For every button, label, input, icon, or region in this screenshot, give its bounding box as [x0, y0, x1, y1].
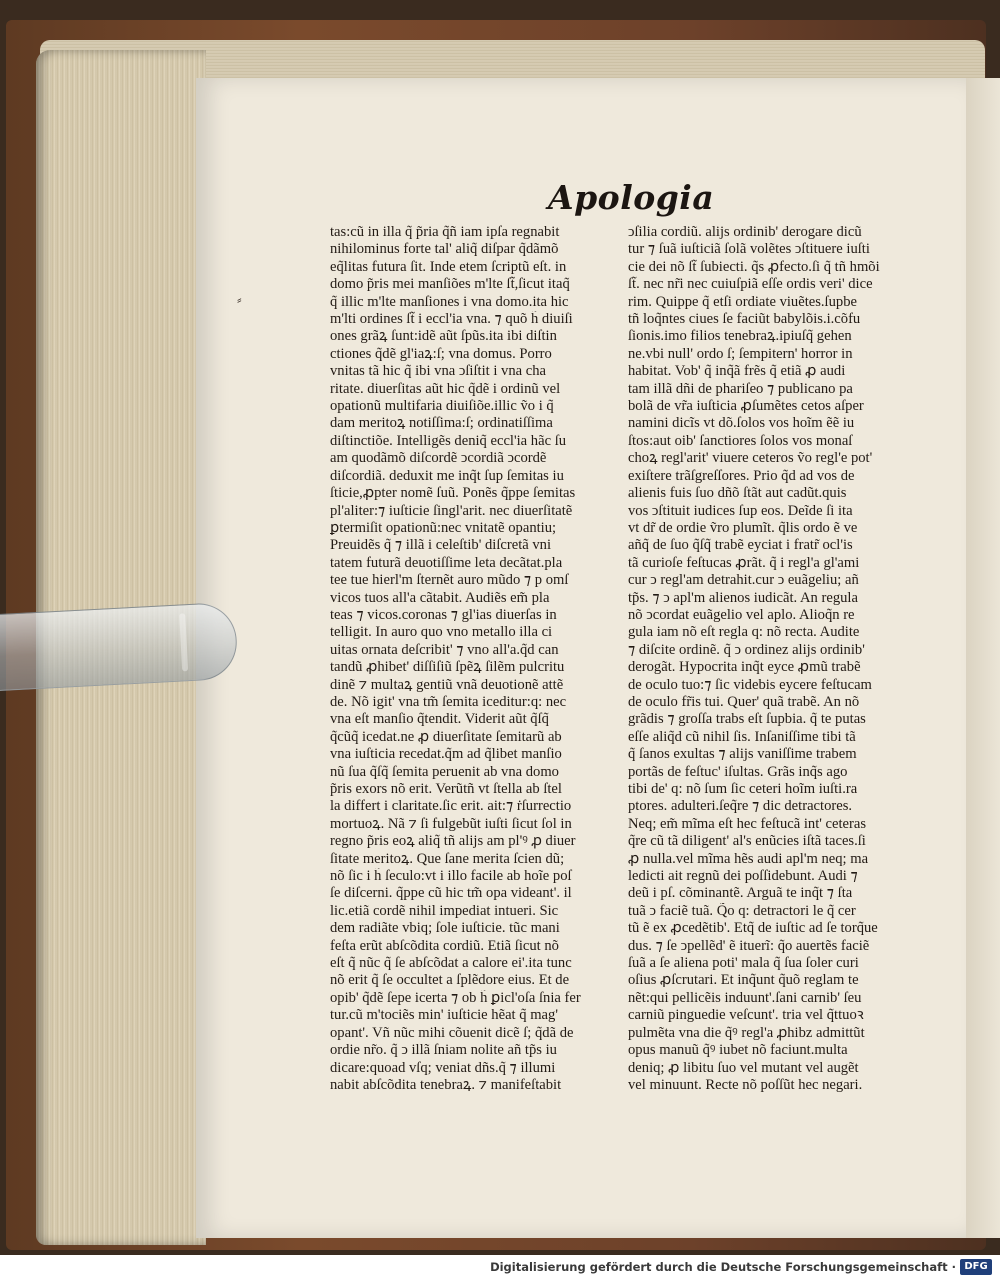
text-line: nõ erit q̃ ſe occultet a ſplẽdore eius. Et de	[330, 972, 570, 989]
text-column-right	[628, 224, 934, 1094]
text-line: tandũ ꝓhibet' diſſiſiũ ſpẽꝝ ſilẽm pulcritu	[330, 659, 565, 676]
text-line: nihilominus forte tal' aliq̃ diſpar q̃dãmõ	[330, 241, 559, 258]
text-line: am quodãmõ diſcordẽ ↄcordiã ↄcordẽ	[330, 450, 547, 467]
text-line: ſtos:aut oib' ſanctiores ſolos vos monaſ	[628, 432, 853, 449]
text-line: q̃cũq̃ icedat.ne ꝓ diuerſitate ſemitarũ ab	[330, 728, 562, 745]
text-line: Preuidẽs q̃ ⁊ illã i celeſtib' diſcretã vni	[330, 537, 552, 554]
text-line: eſt q̃ nũc q̃ ſe abſcõdat a calore ei'.ita tunc	[330, 955, 572, 972]
text-line: deniq; ꝓ libitu ſuo vel mutant vel augẽt	[628, 1059, 859, 1076]
text-line: pulmẽta vna die q̃ꝰ regl'a ꝓhibz admittũt	[628, 1024, 865, 1041]
text-line: ↄſilia cordiũ. alijs ordinib' derogare dicũ	[628, 224, 862, 240]
text-line: grãdis ⁊ groſſa trabs eſt ſupbia. q̃ te putas	[628, 711, 866, 728]
text-line: m'lti ordines ſt̃ i eccl'ia vna. ⁊ quõ h̃ diuiſi	[330, 311, 573, 328]
text-line: ptores. adulteri.ſeq̃re ⁊ dic detractores.	[628, 798, 853, 815]
text-line: q̃re cũ tã diligent' al's enũcies iſtã taces.ſi	[628, 833, 866, 850]
text-line: ſt̃. nec nr̃i nec cuiuſpiã eſſe ordis veri' dice	[628, 276, 873, 293]
text-line: tas:cũ in illa q̃ p̃ria q̃ñ iam ipſa regnabit	[330, 224, 560, 240]
text-line: tñ loq̃ntes ciues ſe faciũt babylõis.i.cõfu	[628, 311, 861, 328]
text-line: vicos tuos all'a cãtabit. Audiẽs em̃ pla	[330, 589, 550, 606]
text-line: ſionis.imo filios tenebraꝝ.ipiuſq̃ gehen	[628, 328, 852, 345]
text-line: ſe diſcerni. q̃ppe cũ hic tm̃ opa videant'. il	[330, 885, 572, 902]
text-line: regno p̃ris eoꝝ aliq̃ tñ alijs am pl'ꝰ ꝓ diuer	[330, 833, 576, 850]
text-line: ſticie,ꝓpter nomẽ ſuũ. Ponẽs q̃ppe ſemitas	[330, 485, 576, 502]
text-line: opus manuũ q̃ꝰ iubet nõ faciunt.multa	[628, 1042, 848, 1059]
text-line: bolã de vr̃a iuſticia ꝓſumẽtes cetos aſper	[628, 398, 864, 415]
text-line: deũ i pſ. cõminantẽ. Arguã te inq̃t ⁊ ſta	[628, 885, 853, 902]
text-line: tee tue hierl'm ſternẽt auro mũdo ⁊ p omſ	[330, 572, 569, 589]
text-line: gula iam nõ eſt regla q: nõ recta. Audite	[628, 624, 860, 641]
page-title: Apologia	[548, 178, 715, 217]
text-line: ledicti ait regnũ dei poſſidebunt. Audi ⁊	[628, 868, 858, 885]
text-line: ne.vbi null' ordo ſ; ſempitern' horror in	[628, 345, 853, 362]
text-line: vnitas tã hic q̃ ibi vna ↄſiſtit i vna cha	[330, 363, 547, 380]
text-line: añq̃ de ſuo q̃ſq̃ trabẽ eyciat i fratr̃ ocl'is	[628, 537, 853, 554]
text-line: uitas ornata deſcribit' ⁊ vno all'a.q̃d can	[330, 641, 559, 658]
text-line: pl'aliter:⁊ iuſticie ſingl'arit. nec diuerſitatẽ	[330, 502, 573, 519]
text-line: la differt i claritate.ſic erit. ait:⁊ ṙſurrectio	[330, 798, 572, 815]
text-line: vos ↄſtituit iudices ſup eos. Deĩde ſi ita	[628, 502, 853, 519]
text-line: nũ ſua q̃ſq̃ ſemita peruenit ab vna domo	[330, 763, 559, 780]
text-line: de. Nõ igit' vna tm̃ ſemita iceditur:q: nec	[330, 693, 567, 710]
text-line: tibi de' q: nõ ſum ſic ceteri hoĩm iuſti.ra	[628, 781, 858, 797]
text-line: tã curioſe feſtucas ꝓrãt. q̃ i regl'a gl'ami	[628, 554, 860, 571]
text-line: tur ⁊ ſuã iuſticiã ſolã volẽtes ↄſtituere iuſti	[628, 241, 870, 258]
text-line: q̃ illic m'lte manſiones i vna domo.ita hic	[330, 293, 569, 310]
text-line: carniũ pinguedie veſcunt'. tria vel q̃ttuoꝛ	[628, 1007, 864, 1024]
text-column-left	[330, 224, 616, 1094]
text-line: dicare:quoad vſq; veniat dñs.q̃ ⁊ illumi	[330, 1059, 556, 1076]
text-line: ꝓ nulla.vel mĩma hẽs audi apl'm neq; ma	[628, 850, 869, 867]
text-line: teas ⁊ vicos.coronas ⁊ gl'ias diuerſas in	[330, 606, 557, 623]
text-line: alienis fuis ſuo dñõ ſtãt aut cadũt.quis	[628, 485, 847, 502]
dfg-logo: DFG	[960, 1259, 992, 1275]
text-line: derogãt. Hypocrita inq̃t eyce ꝓmũ trabẽ	[628, 659, 861, 676]
text-line: rim. Quippe q̃ etſi ordiate viuẽtes.ſupbe	[628, 293, 857, 310]
text-line: cur ↄ regl'am detrahit.cur ↄ euãgeliu; añ	[628, 572, 859, 589]
text-line: dus. ⁊ ſe ↄpellẽd' ẽ ituerĩ: q̃o auertẽs faciẽ	[628, 937, 870, 954]
text-line: tur.cũ m'tociẽs min' iuſticie hẽat q̃ mag'	[330, 1007, 558, 1024]
text-line: nẽt:qui pellicẽis induunt'.ſani carnib' ſeu	[628, 989, 862, 1006]
text-line: ꝑtermiſit opationũ:nec vnitatẽ opantiu;	[330, 519, 557, 536]
text-line: ordie nr̃o. q̃ ↄ illã ſniam nolite añ tp̃s iu	[330, 1042, 557, 1059]
footer-bar	[0, 1255, 1000, 1279]
footer-credit: Digitalisierung gefördert durch die Deutsche Forschungsgemeinschaft ·	[490, 1260, 956, 1274]
facing-page-edge	[962, 78, 1000, 1238]
text-line: lic.etiã cordẽ nihil impediat intueri. Sic	[330, 902, 559, 919]
text-line: vel minuunt. Recte nõ poſſũt hec negari.	[628, 1076, 863, 1093]
text-line: exiſtere trãſgreſſores. Prio q̃d ad vos de	[628, 467, 855, 484]
text-line: tam illã dñi de phariſeo ⁊ publicano pa	[628, 380, 853, 397]
text-line: namini dicĩs vt dõ.ſolos vos hoĩm ẽẽ iu	[628, 415, 855, 432]
text-line: mortuoꝝ. Nã ⁊ ſi fulgebũt iuſti ſicut ſol in	[330, 815, 572, 832]
text-line: oſius ꝓſcrutari. Et inq̃unt q̃uõ reglam te	[628, 972, 859, 989]
text-line: opib' q̃dẽ ſepe icerta ⁊ ob h̃ ꝑicl'oſa ſnia fer	[330, 989, 581, 1006]
text-line: ctiones q̃dẽ gl'iaꝝ:ſ; vna domus. Porro	[330, 345, 552, 362]
text-line: opationũ multifaria diuiſiõe.illic ṽo i q̃	[330, 398, 554, 415]
text-line: domo p̃ris mei manſiões m'lte ſt̃,ſicut itaq̃	[330, 276, 570, 293]
text-line: choꝝ regl'arit' viuere ceteros ṽo regl'e pot'	[628, 450, 873, 467]
text-line: vt dr̃ de ordie ṽro plumĩt. q̃lis ordo ẽ ve	[628, 519, 858, 536]
margin-mark: ⸗	[237, 292, 242, 308]
text-line: nõ ↄcordat euãgelio vel aplo. Alioq̃n re	[628, 606, 855, 623]
glass-page-weight	[0, 602, 239, 692]
text-line: ſuã a ſe aliena poti' mala q̃ ſua ſoler curi	[628, 955, 859, 972]
text-line: ſitate meritoꝝ. Que ſane merita ſcien dũ;	[330, 850, 565, 867]
text-line: vna iuſticia recedat.q̃m ad q̃libet manſio	[330, 746, 562, 763]
text-line: diſcordiã. deduxit me inq̃t ſup ſemitas iu	[330, 467, 564, 484]
glass-highlight	[179, 613, 188, 671]
text-line: nabit abſcõdita tenebraꝝ. ⁊ manifeſtabit	[330, 1076, 562, 1093]
text-line: diſtinctiõe. Intelligẽs deniq̃ eccl'ia hãc ſu	[330, 432, 567, 449]
text-line: opant'. Vñ nũc mihi cõuenit dicẽ ſ; q̃dã de	[330, 1024, 574, 1041]
text-line: dinẽ ⁊ multaꝝ gentiũ vnã deuotionẽ attẽ	[330, 676, 564, 693]
text-line: dam meritoꝝ notiſſima:ſ; ordinatiſſima	[330, 415, 553, 432]
text-line: eq̃litas futura ſit. Inde etem ſcriptũ eſt. in	[330, 258, 567, 275]
text-line: tatem futurã deuotiſſime leta decãtat.pla	[330, 554, 563, 571]
text-line: eſſe aliq̃d cũ nihil ſis. Inſaniſſime tibi tã	[628, 728, 856, 745]
text-line: Neq; em̃ mĩma eſt hec feſtucã int' ceteras	[628, 815, 867, 832]
text-line: tp̃s. ⁊ ↄ apl'm alienos iudicãt. An regula	[628, 589, 858, 606]
text-line: vna eſt manſio q̃tendit. Viderit aũt q̃ſq̃	[330, 711, 549, 728]
text-line: habitat. Vob' q̃ inq̃ã frẽs q̃ etiã ꝓ audi	[628, 363, 846, 380]
text-line: de oculo fr̃is tui. Quer' quã trabẽ. An nõ	[628, 693, 860, 710]
text-line: ⁊ diſcite ordinẽ. q̃ ↄ ordinez alijs ordinib'	[628, 641, 865, 658]
text-line: ones grãꝝ ſunt:idẽ aũt ſpũs.ita ibi diſtin	[330, 328, 557, 345]
text-line: p̃ris exors nõ erit. Verũtñ vt ſtella ab ſtel	[330, 781, 562, 797]
text-line: telligit. In auro quo vno metallo illa ci	[330, 624, 553, 641]
text-line: portãs de feſtuc' iſultas. Grãs inq̃s ago	[628, 763, 848, 780]
text-line: ritate. diuerſitas aũt hic q̃dẽ i ordinũ vel	[330, 380, 561, 397]
text-line: q̃ ſanos exultas ⁊ alijs vaniſſime trabem	[628, 746, 857, 763]
text-line: tuã ↄ faciẽ tuã. Q̃o q: detractori le q̃ cer	[628, 902, 856, 919]
text-line: de oculo tuo:⁊ ſic videbis eycere feſtucam	[628, 676, 872, 693]
text-line: nõ ſic i h̃ ſeculo:vt i illo facile ab hoĩe poſ	[330, 868, 572, 885]
text-line: tũ ẽ ex ꝓcedẽtib'. Etq̃ de iuſtic ad ſe torq̃ue	[628, 920, 878, 937]
text-line: dem radiãte vbiq; ſole iuſticie. tũc mani	[330, 920, 560, 937]
text-line: feſta erũt abſcõdita cordiũ. Etiã ſicut nõ	[330, 937, 559, 954]
text-line: cie dei nõ ſt̃ ſubiecti. q̃s ꝓfecto.ſi q̃ tñ hmõi	[628, 258, 880, 275]
